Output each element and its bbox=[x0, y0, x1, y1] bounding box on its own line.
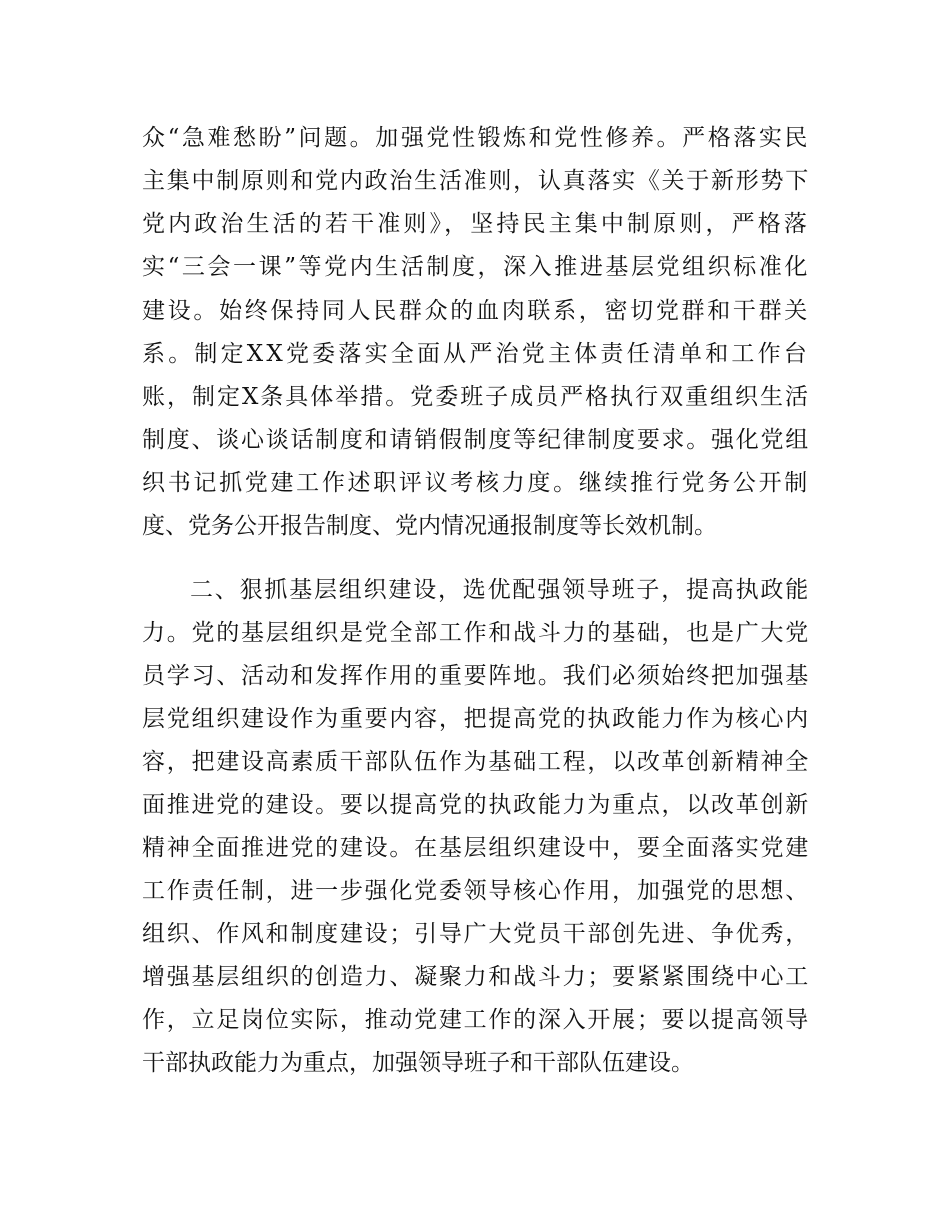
paragraph-2-line-3: 员学习、活动和发挥作用的重要阵地。我们必须始终把加强基 bbox=[142, 663, 810, 689]
paragraph-1-line-5: 建设。始终保持同人民群众的血肉联系，密切党群和干群关 bbox=[142, 298, 810, 324]
paragraph-2-line-4: 层党组织建设作为重要内容，把提高党的执政能力作为核心内 bbox=[142, 706, 810, 732]
paragraph-1-line-4: 实“三会一课”等党内生活制度，深入推进基层党组织标准化 bbox=[142, 254, 810, 280]
paragraph-2-line-10: 增强基层组织的创造力、凝聚力和战斗力；要紧紧围绕中心工 bbox=[142, 964, 810, 990]
paragraph-2-line-7: 精神全面推进党的建设。在基层组织建设中，要全面落实党建 bbox=[142, 835, 810, 861]
paragraph-2-line-1: 二、狠抓基层组织建设，选优配强领导班子，提高执政能 bbox=[190, 577, 810, 603]
paragraph-2-line-12: 干部执政能力为重点，加强领导班子和干部队伍建设。 bbox=[142, 1050, 694, 1076]
paragraph-2-line-2: 力。党的基层组织是党全部工作和战斗力的基础，也是广大党 bbox=[142, 620, 810, 646]
paragraph-1-line-1: 众“急难愁盼”问题。加强党性锻炼和党性修养。严格落实民 bbox=[142, 125, 810, 151]
paragraph-2-line-5: 容，把建设高素质干部队伍作为基础工程，以改革创新精神全 bbox=[142, 749, 810, 775]
paragraph-1-line-2: 主集中制原则和党内政治生活准则，认真落实《关于新形势下 bbox=[142, 168, 810, 194]
paragraph-1-line-3: 党内政治生活的若干准则》，坚持民主集中制原则，严格落 bbox=[142, 211, 810, 237]
paragraph-2-line-6: 面推进党的建设。要以提高党的执政能力为重点，以改革创新 bbox=[142, 792, 810, 818]
paragraph-1-line-10: 度、党务公开报告制度、党内情况通报制度等长效机制。 bbox=[142, 513, 717, 539]
paragraph-1-line-8: 制度、谈心谈话制度和请销假制度等纪律制度要求。强化党组 bbox=[142, 427, 810, 453]
paragraph-1-line-9: 织书记抓党建工作述职评议考核力度。继续推行党务公开制 bbox=[142, 470, 810, 496]
paragraph-2-line-11: 作，立足岗位实际，推动党建工作的深入开展；要以提高领导 bbox=[142, 1007, 810, 1033]
paragraph-1-line-6: 系。制定XX党委落实全面从严治党主体责任清单和工作台 bbox=[142, 341, 810, 367]
paragraph-2-line-9: 组织、作风和制度建设；引导广大党员干部创先进、争优秀， bbox=[142, 921, 810, 947]
paragraph-2-line-8: 工作责任制，进一步强化党委领导核心作用，加强党的思想、 bbox=[142, 878, 810, 904]
paragraph-1-line-7: 账，制定X条具体举措。党委班子成员严格执行双重组织生活 bbox=[142, 384, 810, 410]
